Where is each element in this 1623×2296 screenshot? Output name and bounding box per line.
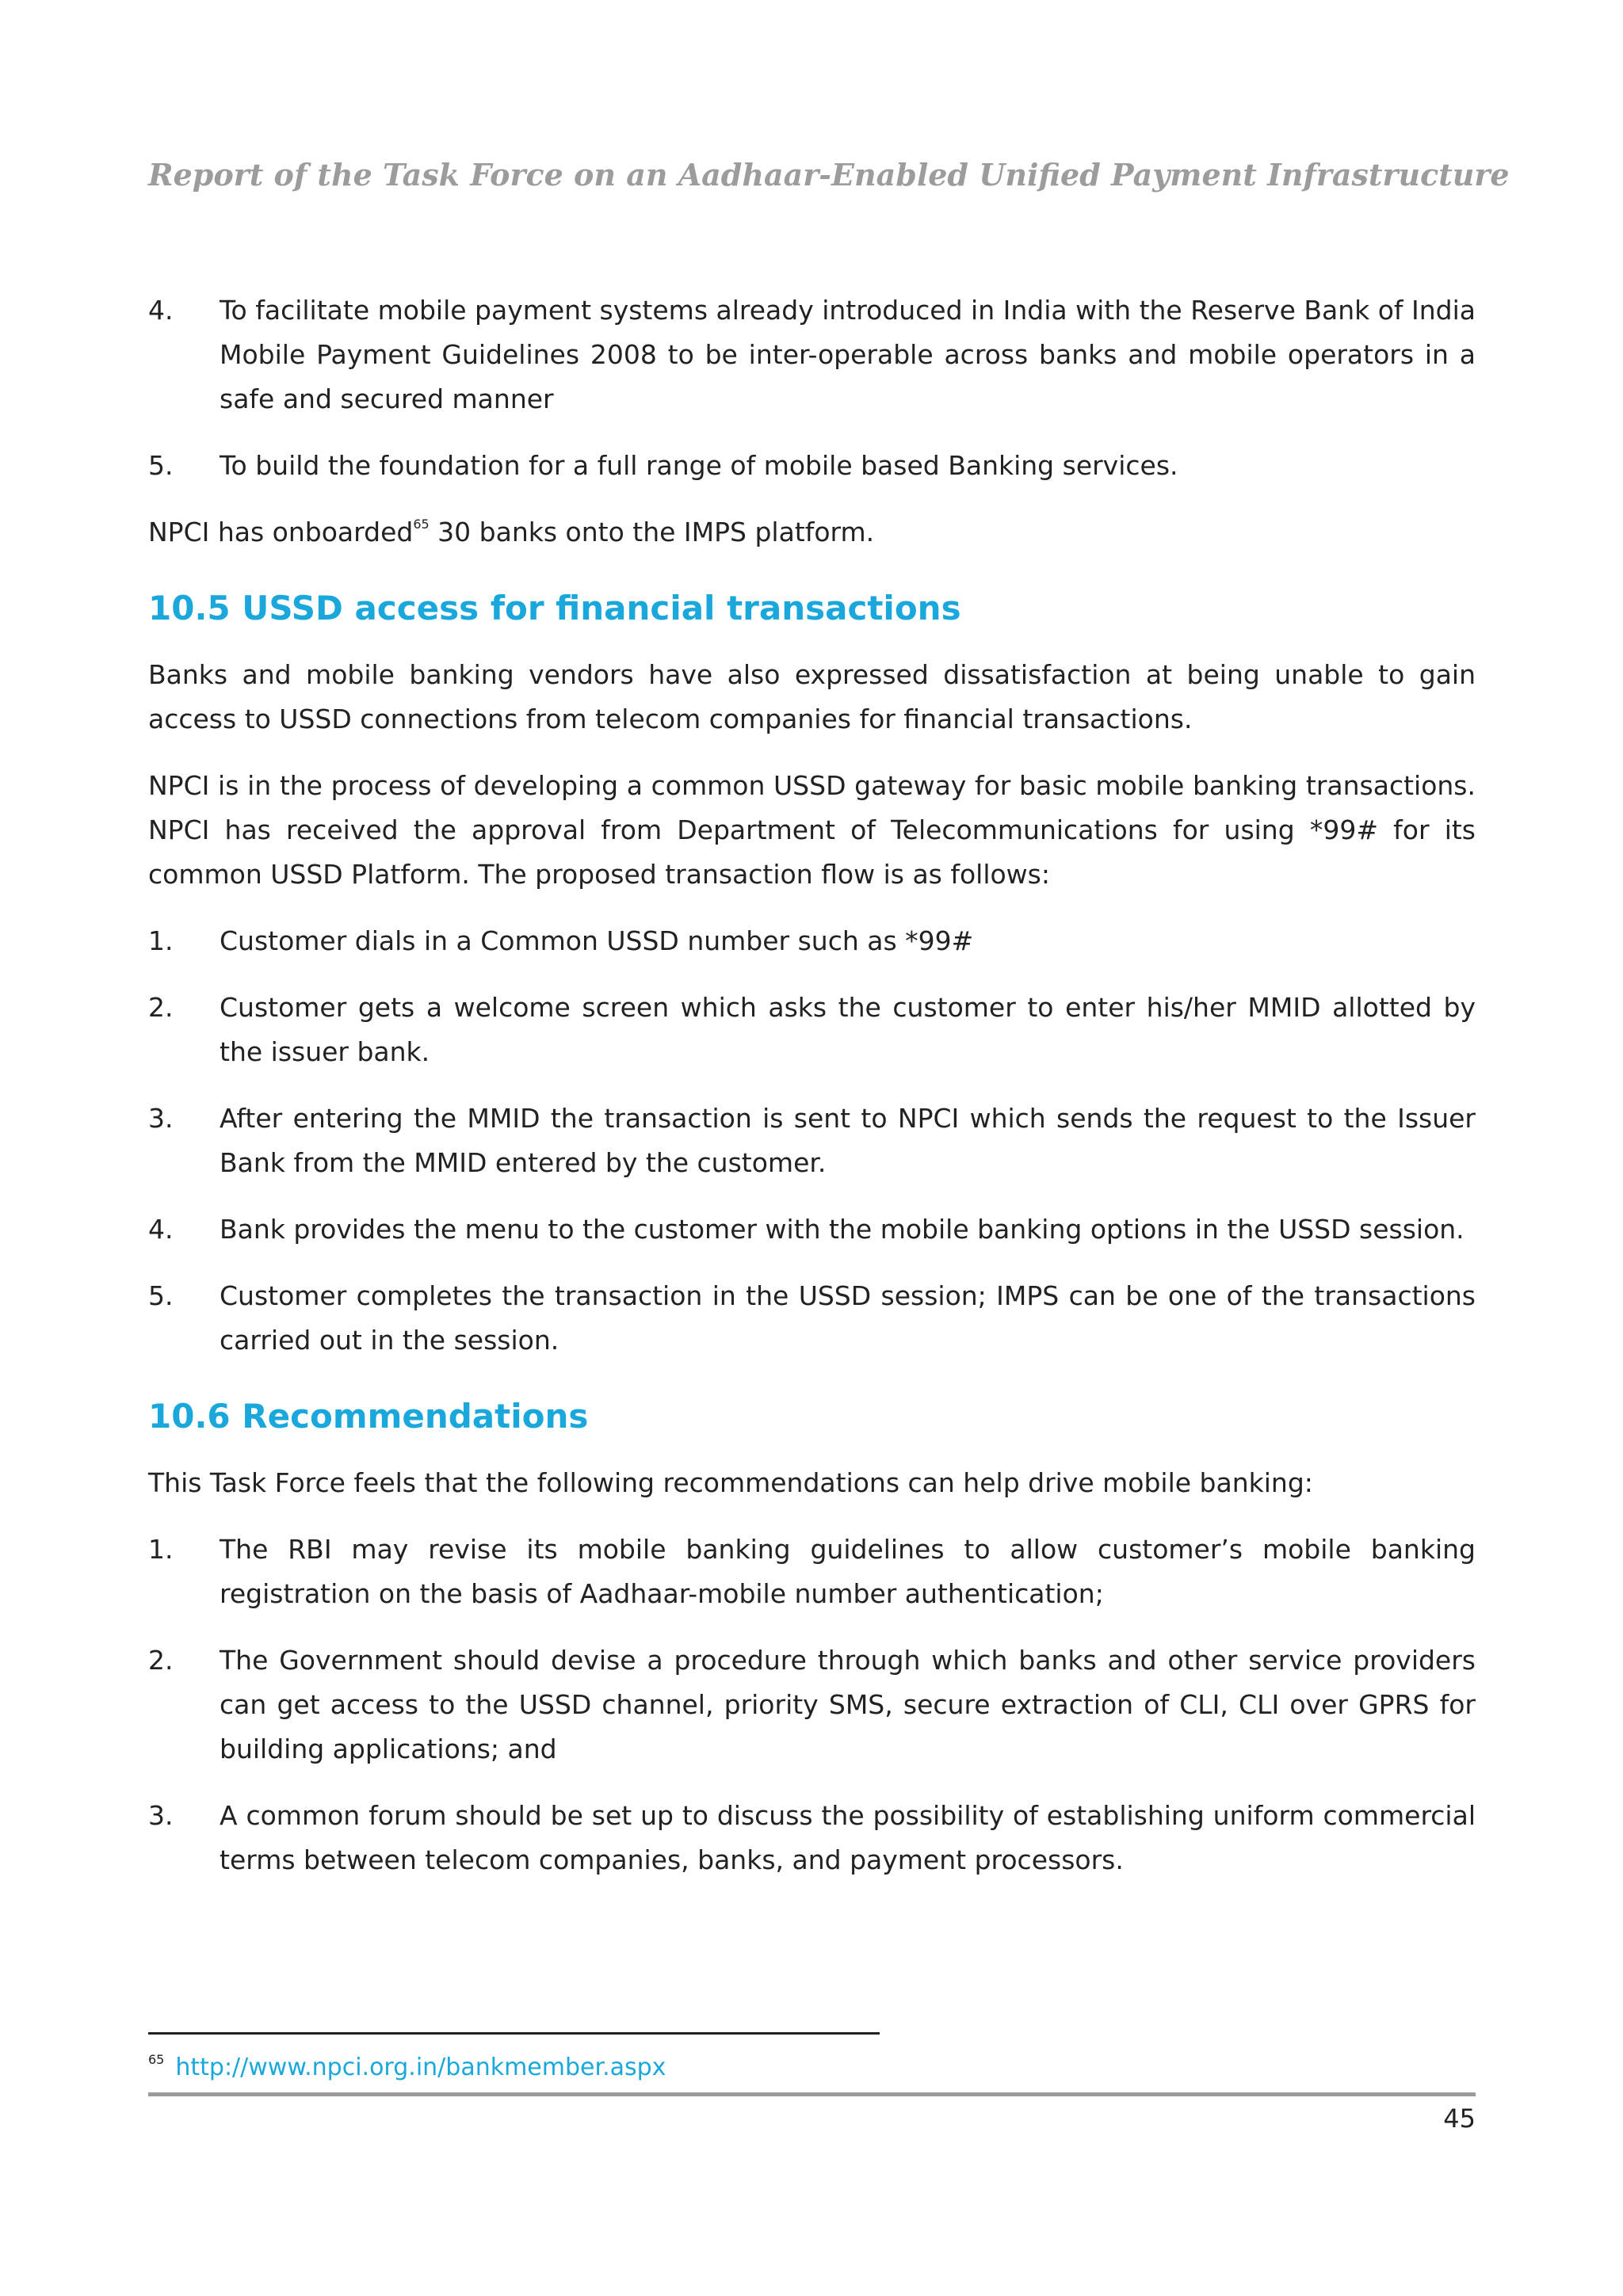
list-item: [148, 288, 1476, 421]
list-item: [148, 1794, 1476, 1882]
list-text: Customer gets a welcome screen which asks the customer to enter his/her MMID allotted by the issuer bank.: [220, 992, 1476, 1067]
paragraph: This Task Force feels that the following recommendations can help drive mobile banking:: [148, 1467, 1313, 1498]
list-text: To facilitate mobile payment systems already introduced in India with the Reserve Bank of India Mobile Payment Guidelines 2008 to be inter-operable across banks and mobile operators in a safe and secured manner: [220, 295, 1476, 414]
footnote-reference[interactable]: 65: [413, 517, 430, 532]
list-number: 4.: [148, 295, 174, 326]
footnote-link[interactable]: http://www.npci.org.in/bankmember.aspx: [175, 2054, 666, 2081]
list-item: [148, 444, 1476, 488]
section-heading-10-5: 10.5 USSD access for financial transactions: [148, 589, 961, 627]
list-text: Customer dials in a Common USSD number such as *99#: [220, 925, 974, 956]
footnote-divider: [148, 2032, 880, 2035]
page-number: 45: [1443, 2103, 1476, 2134]
onboard-text-before: NPCI has onboarded: [148, 517, 414, 547]
section-heading-10-6: 10.6 Recommendations: [148, 1397, 589, 1436]
list-text: After entering the MMID the transaction is sent to NPCI which sends the request to the Issuer Bank from the MMID entered by the customer.: [220, 1103, 1476, 1178]
list-number: 2.: [148, 1645, 174, 1676]
list-item: [148, 1527, 1476, 1616]
running-header: Report of the Task Force on an Aadhaar-Enabled Unified Payment Infrastructure: [148, 157, 1510, 193]
list-number: 2.: [148, 992, 174, 1023]
list-text: The RBI may revise its mobile banking guidelines to allow customer’s mobile banking registration on the basis of Aadhaar-mobile number authentication;: [220, 1534, 1476, 1609]
paragraph: NPCI is in the process of developing a common USSD gateway for basic mobile banking transactions. NPCI has received the approval from Department of Telecommunications for using *99# for its common USSD Platform. The proposed transaction flow is as follows:: [148, 770, 1476, 890]
page-body: [148, 288, 1476, 1905]
list-number: 3.: [148, 1800, 174, 1831]
list-text: Customer completes the transaction in the USSD session; IMPS can be one of the transactions carried out in the session.: [220, 1280, 1476, 1356]
npci-onboard-paragraph: [148, 510, 1476, 555]
list-item: [148, 986, 1476, 1074]
list-number: 1.: [148, 925, 174, 956]
list-text: To build the foundation for a full range of mobile based Banking services.: [220, 450, 1178, 481]
list-item: [148, 1207, 1476, 1252]
list-text: A common forum should be set up to discuss the possibility of establishing uniform commercial terms between telecom companies, banks, and payment processors.: [220, 1800, 1476, 1875]
list-number: 5.: [148, 1280, 174, 1311]
list-item: [148, 1274, 1476, 1363]
footer-divider: [148, 2092, 1476, 2096]
footnote-number: 65: [148, 2052, 165, 2067]
list-item: [148, 919, 1476, 963]
onboard-text-after: 30 banks onto the IMPS platform.: [429, 517, 875, 547]
list-item: [148, 1097, 1476, 1185]
list-number: 1.: [148, 1534, 174, 1565]
list-number: 5.: [148, 450, 174, 481]
paragraph: Banks and mobile banking vendors have also expressed dissatisfaction at being unable to gain access to USSD connections from telecom companies for financial transactions.: [148, 659, 1476, 734]
list-number: 3.: [148, 1103, 174, 1134]
list-item: [148, 1638, 1476, 1772]
list-number: 4.: [148, 1214, 174, 1245]
footnote: [148, 2044, 666, 2084]
list-text: Bank provides the menu to the customer with the mobile banking options in the USSD session.: [220, 1214, 1465, 1245]
list-text: The Government should devise a procedure through which banks and other service providers can get access to the USSD channel, priority SMS, secure extraction of CLI, CLI over GPRS for building applications; and: [220, 1645, 1476, 1764]
